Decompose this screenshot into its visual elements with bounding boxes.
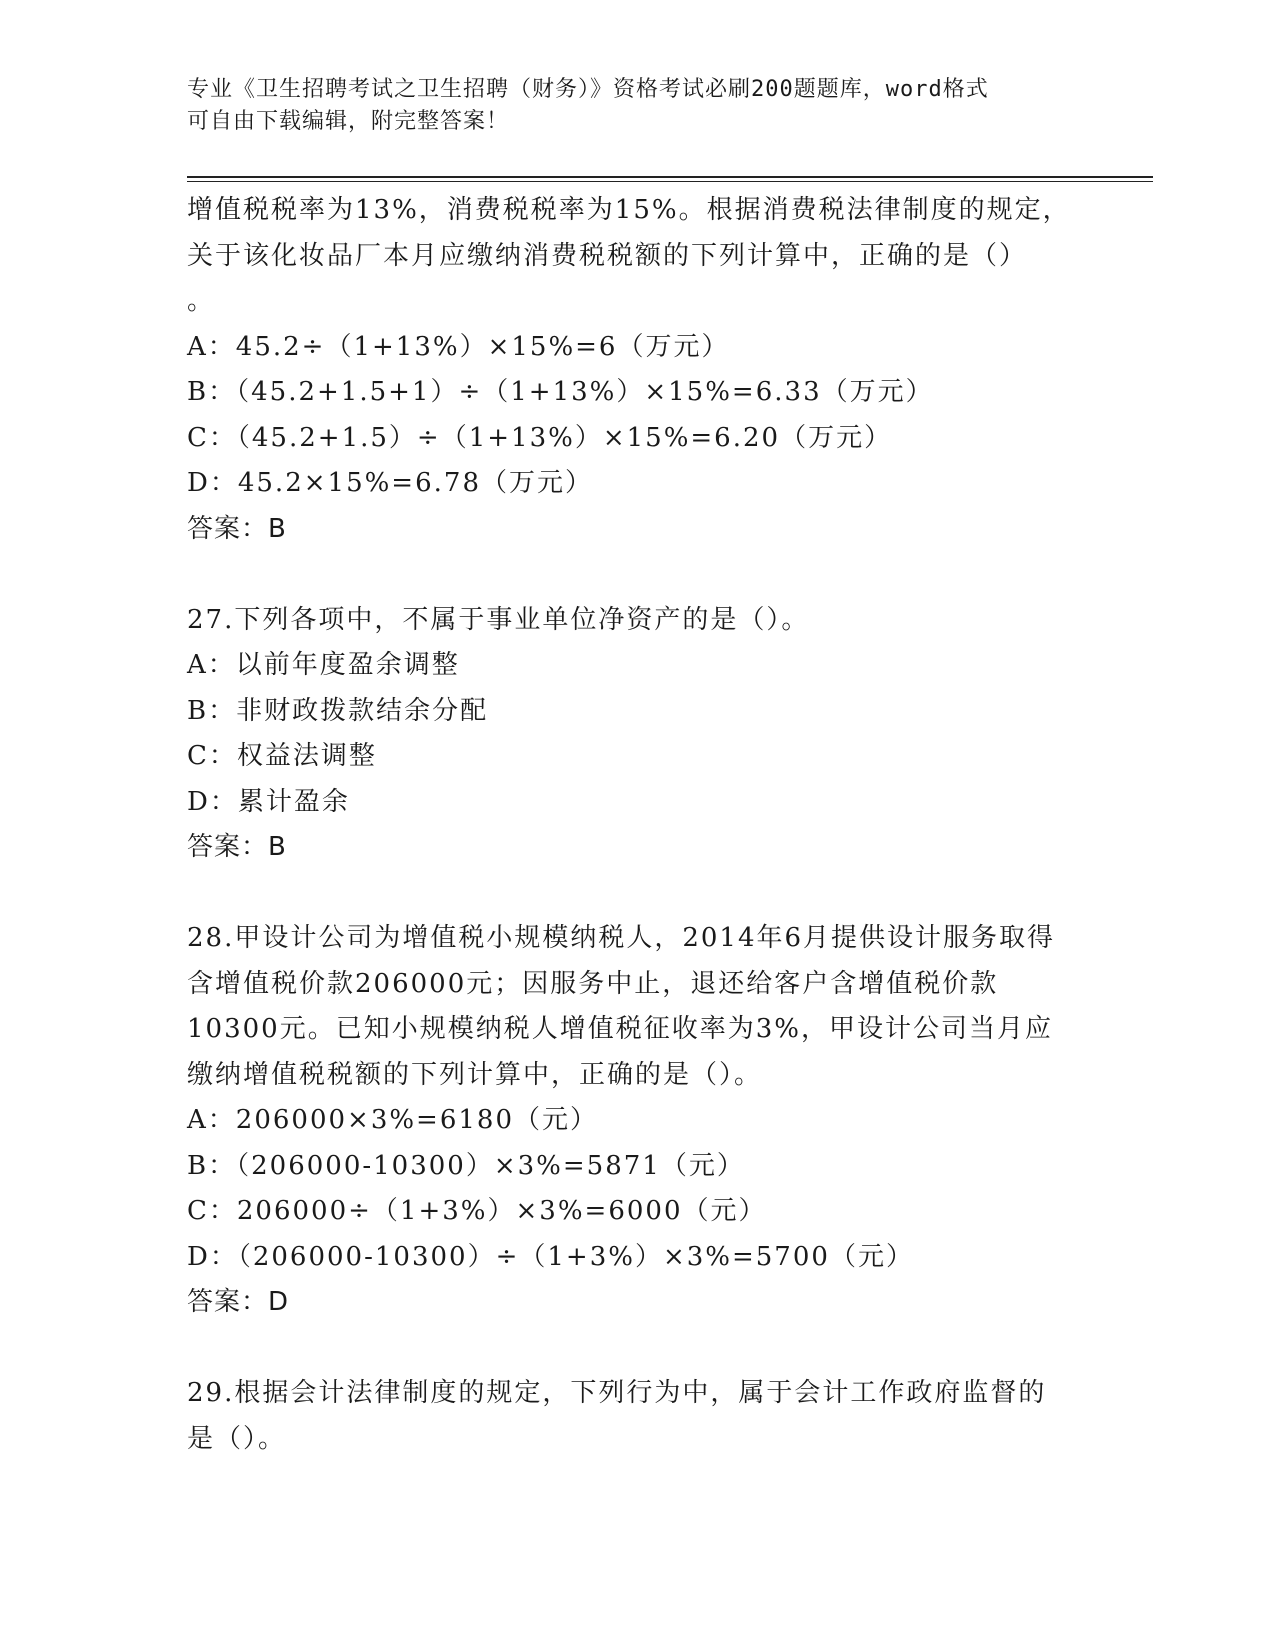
option-c: C：206000÷（1+3%）×3%=6000（元）: [187, 1196, 767, 1226]
answer-line: 答案：B: [187, 513, 287, 544]
question-stem-line: 增值税税率为13%，消费税税率为15%。根据消费税法律制度的规定，: [187, 195, 1071, 225]
question-28: [187, 916, 1087, 1326]
answer-line: 答案：B: [187, 832, 287, 862]
header-divider-thick: [187, 176, 1153, 178]
question-26: [187, 188, 1087, 552]
spacer: [187, 871, 1087, 917]
question-stem-line: 。: [187, 286, 216, 316]
question-29: [187, 1371, 1087, 1462]
option-c: C：权益法调整: [187, 741, 377, 771]
question-stem-line: 29.根据会计法律制度的规定，下列行为中，属于会计工作政府监督的: [187, 1378, 1047, 1408]
question-list: [187, 188, 1087, 1462]
spacer: [187, 552, 1087, 598]
question-27: [187, 598, 1087, 871]
option-d: D：45.2×15%=6.78（万元）: [187, 468, 593, 498]
question-stem-line: 28.甲设计公司为增值税小规模纳税人，2014年6月提供设计服务取得: [187, 923, 1056, 953]
answer-line: 答案：D: [187, 1287, 290, 1317]
header-line-1: 专业《卫生招聘考试之卫生招聘（财务）》资格考试必刷200题题库，word格式: [187, 77, 989, 102]
question-stem-line: 缴纳增值税税额的下列计算中，正确的是（）。: [187, 1059, 763, 1090]
option-b: B：（45.2+1.5+1）÷（1+13%）×15%=6.33（万元）: [187, 377, 934, 407]
question-stem-line: 10300元。已知小规模纳税人增值税征收率为3%，甲设计公司当月应: [187, 1014, 1053, 1044]
question-stem-line: 是（）。: [187, 1423, 287, 1454]
option-b: B：（206000-10300）×3%=5871（元）: [187, 1150, 745, 1181]
option-c: C：（45.2+1.5）÷（1+13%）×15%=6.20（万元）: [187, 422, 893, 453]
option-a: A：45.2÷（1+13%）×15%=6（万元）: [187, 331, 730, 362]
header-line-2: 可自由下载编辑，附完整答案！: [187, 109, 510, 134]
question-stem-line: 含增值税价款206000元；因服务中止，退还给客户含增值税价款: [187, 968, 999, 999]
option-a: A：以前年度盈余调整: [187, 650, 460, 680]
option-a: A：206000×3%=6180（元）: [187, 1105, 599, 1135]
question-stem-line: 27.下列各项中，不属于事业单位净资产的是（）。: [187, 604, 810, 635]
document-header: [187, 74, 1087, 138]
option-d: D：累计盈余: [187, 786, 350, 817]
option-d: D：（206000-10300）÷（1+3%）×3%=5700（元）: [187, 1241, 914, 1272]
header-divider-thin: [187, 181, 1153, 182]
question-stem-line: 关于该化妆品厂本月应缴纳消费税税额的下列计算中，正确的是（）: [187, 240, 1028, 271]
option-b: B：非财政拨款结余分配: [187, 695, 489, 726]
spacer: [187, 1326, 1087, 1372]
